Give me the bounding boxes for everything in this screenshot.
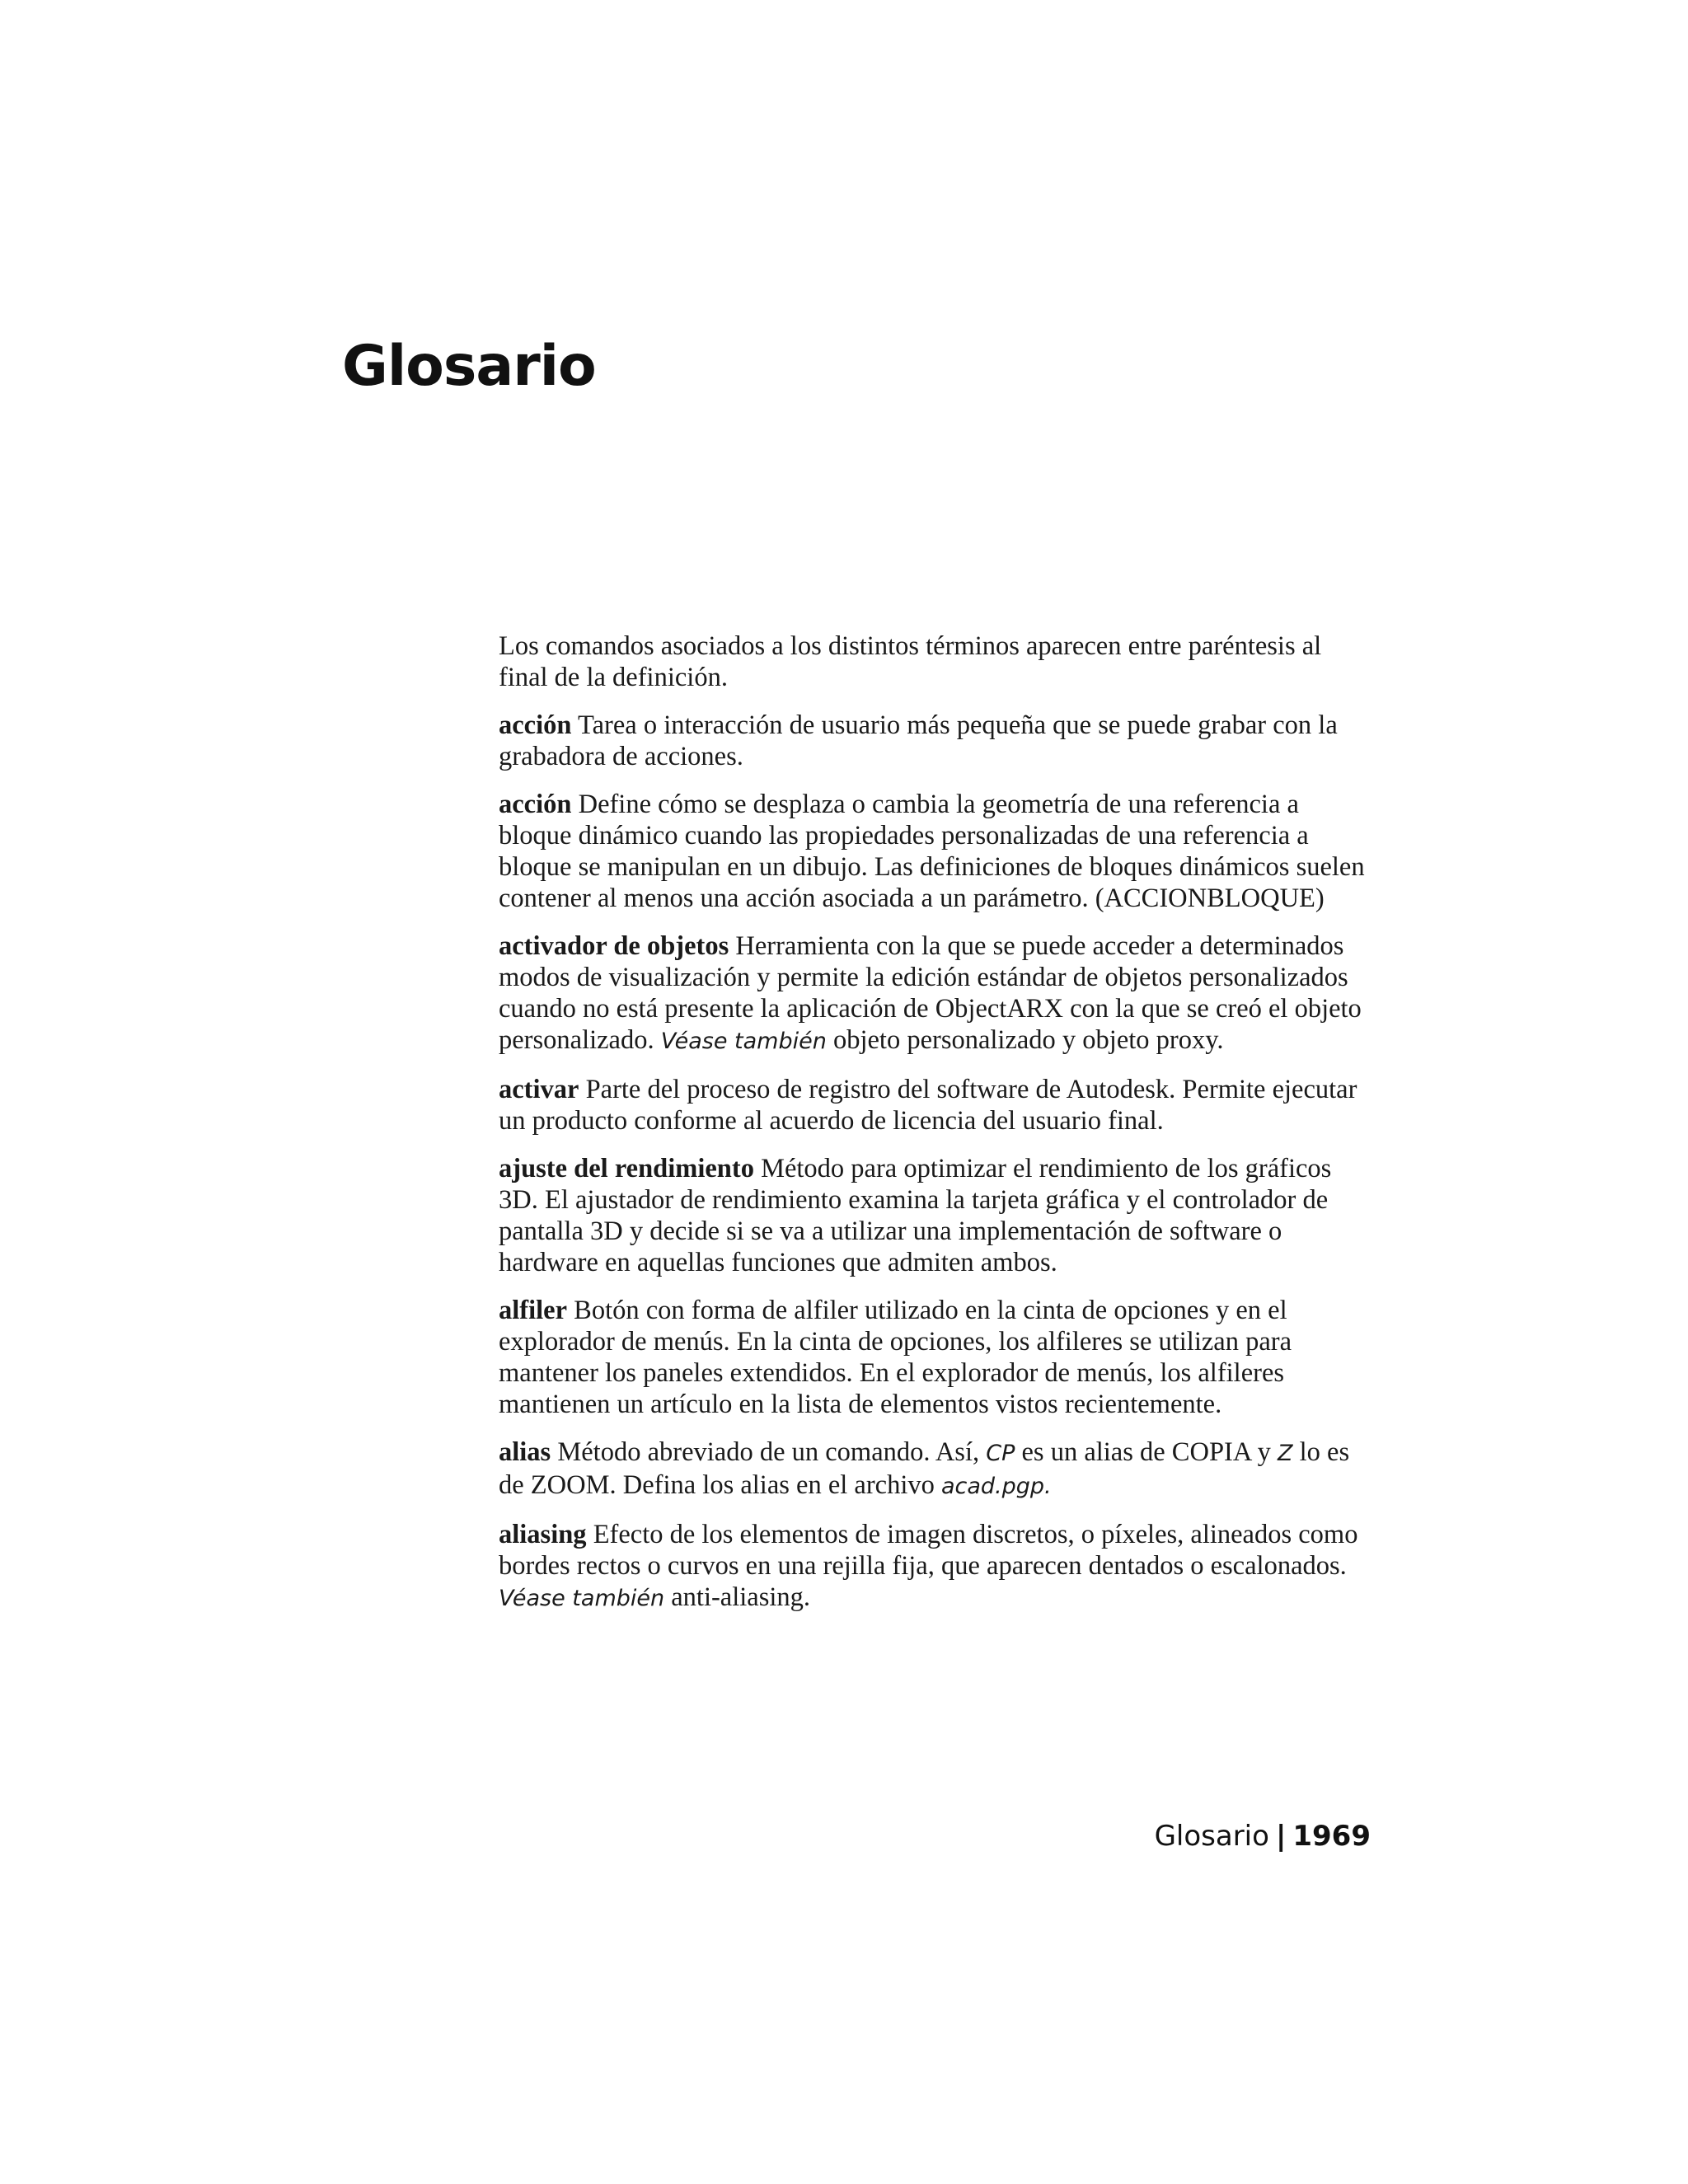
see-also-label: Véase también [499,1586,665,1611]
entry-term: activador de objetos [499,931,729,961]
entry-definition: Método abreviado de un comando. Así, [551,1437,987,1467]
intro-paragraph: Los comandos asociados a los distintos términos aparecen entre paréntesis al final de la definición. [499,631,1322,692]
entry-definition: lo es de ZOOM. Defina los alias en el archivo [499,1437,1350,1500]
entry-definition: es un alias de COPIA y [1015,1437,1278,1467]
entry-term: activar [499,1075,579,1104]
glossary-entry [499,1153,1372,1278]
entry-italic-filename: acad.pgp. [940,1474,1052,1499]
footer-section-name: Glosario [1154,1820,1269,1853]
entry-italic-text: CP [986,1441,1015,1466]
glossary-entry [499,1436,1372,1502]
page-footer [1155,1820,1371,1853]
glossary-entry [499,710,1372,772]
entry-term: acción [499,790,572,819]
entry-definition: Botón con forma de alfiler utilizado en la cinta de opciones y en el explorador de menús. En la cinta de opciones, los alfileres se utilizan para mantener los paneles extendidos. En el explorador de menús, los alfileres mantienen un artículo en la lista de elementos vistos recientemente. [499,1296,1292,1419]
entry-italic-text: Z [1278,1441,1293,1466]
glossary-entry [499,1074,1372,1137]
page-title: Glosario [342,334,596,399]
see-also-text: objeto personalizado y objeto proxy. [826,1025,1224,1055]
entry-definition: Parte del proceso de registro del software de Autodesk. Permite ejecutar un producto conforme al acuerdo de licencia del usuario final. [499,1075,1357,1136]
entry-definition: Herramienta con la que se puede acceder a determinados modos de visualización y permite la edición estándar de objetos personalizados cuando no está presente la aplicación de ObjectARX con la que se creó el objeto personalizado. [499,931,1362,1055]
entry-term: alias [499,1437,551,1467]
glossary-entry [499,1519,1372,1615]
entry-definition: Tarea o interacción de usuario más pequeña que se puede grabar con la grabadora de acciones. [499,710,1338,771]
entry-term: ajuste del rendimiento [499,1154,754,1183]
entry-term: alfiler [499,1296,568,1325]
footer-separator: | [1275,1820,1287,1853]
glossary-body [499,630,1372,1631]
page-number: 1969 [1292,1820,1371,1853]
entry-definition: Define cómo se desplaza o cambia la geometría de una referencia a bloque dinámico cuando las propiedades personalizadas de una referencia a bloque se manipulan en un dibujo. Las definiciones de bloques dinámicos suelen contener al menos una acción asociada a un parámetro. (ACCIONBLOQUE) [499,790,1365,913]
glossary-entry [499,789,1372,914]
entry-definition: Efecto de los elementos de imagen discretos, o píxeles, alineados como bordes rectos o curvos en una rejilla fija, que aparecen dentados o escalonados. [499,1520,1358,1581]
entry-definition: Método para optimizar el rendimiento de los gráficos 3D. El ajustador de rendimiento examina la tarjeta gráfica y el controlador de pantalla 3D y decide si se va a utilizar una implementación de software o hardware en aquellas funciones que admiten ambos. [499,1154,1332,1277]
glossary-entry [499,1295,1372,1420]
entry-term: acción [499,710,572,740]
see-also-text: anti-aliasing. [664,1582,811,1612]
entry-term: aliasing [499,1520,587,1549]
glossary-entry [499,930,1372,1057]
see-also-label: Véase también [660,1029,827,1054]
